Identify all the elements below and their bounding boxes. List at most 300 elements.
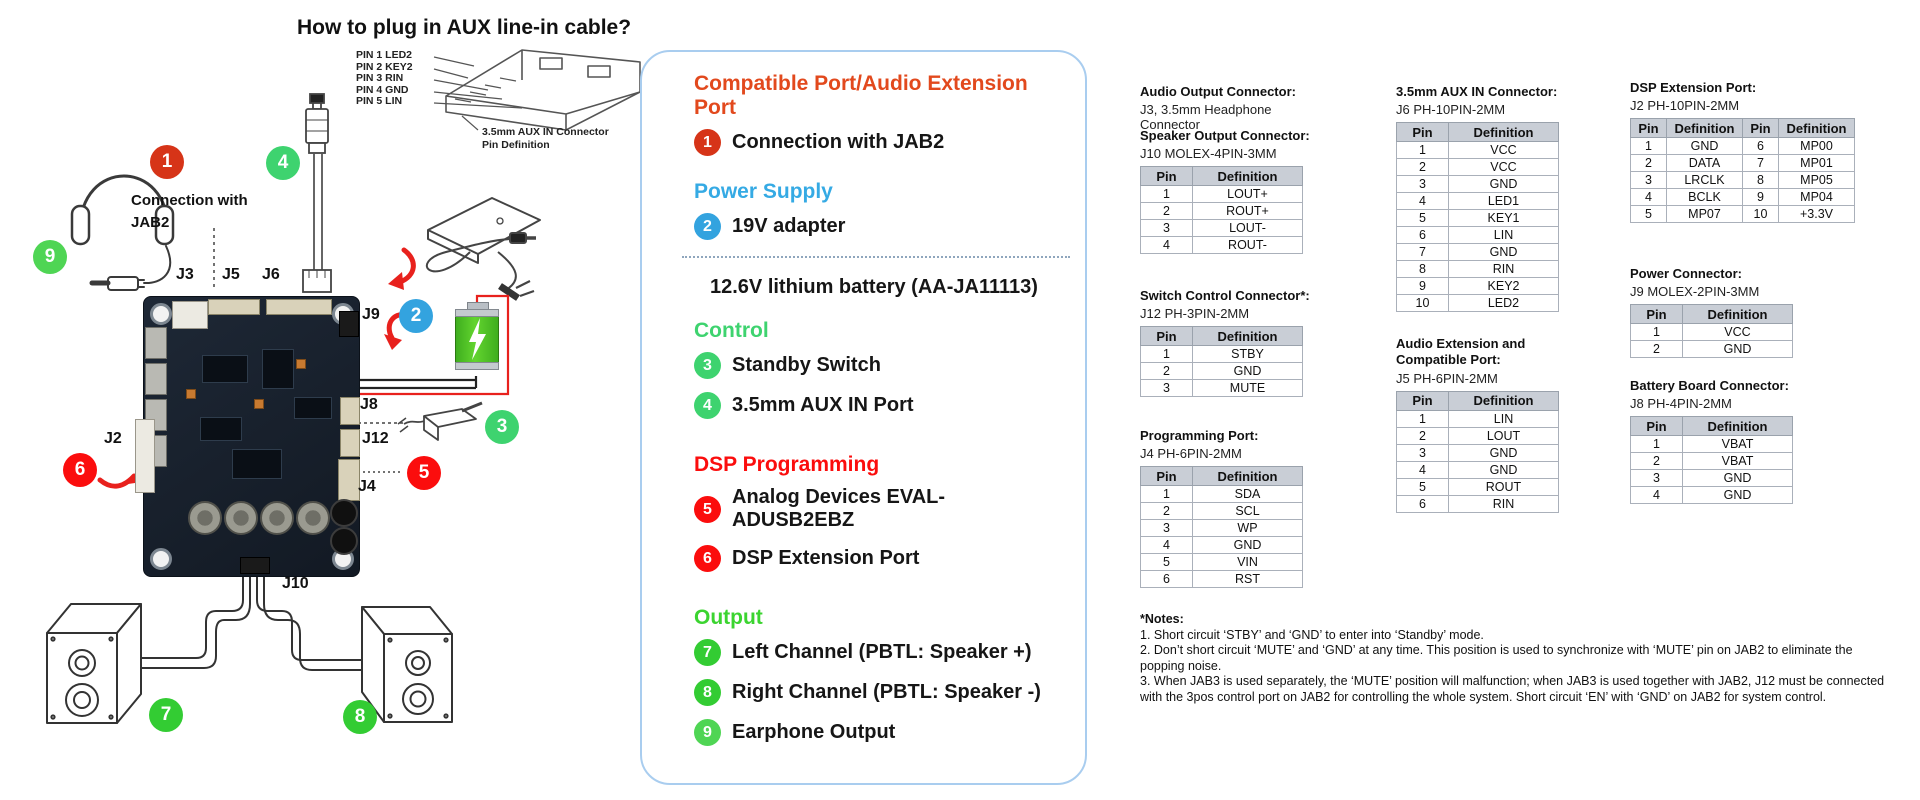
aux-caption <box>482 126 609 151</box>
table-cell: 3 <box>1141 220 1193 237</box>
table-row <box>1397 478 1559 495</box>
numbered-badge-7: 7 <box>694 639 721 666</box>
table-row <box>1397 176 1559 193</box>
table-header-cell: Pin <box>1397 391 1449 410</box>
legend-item-label: DSP Extension Port <box>732 547 920 569</box>
aux-pin-label: PIN 1 LED2 <box>356 49 413 61</box>
table-cell: 2 <box>1631 453 1683 470</box>
table-row <box>1397 444 1559 461</box>
table-cell: SDA <box>1193 486 1303 503</box>
table-cell: 6 <box>1397 495 1449 512</box>
table-row <box>1397 261 1559 278</box>
marker-5: 5 <box>407 456 441 490</box>
table-header-cell: Definition <box>1449 391 1559 410</box>
table-cell: STBY <box>1193 346 1303 363</box>
table-cell: 4 <box>1631 487 1683 504</box>
table-cell: SCL <box>1193 503 1303 520</box>
pcb-chip <box>200 417 242 441</box>
table-cell: 6 <box>1141 571 1193 588</box>
legend-item <box>694 486 1059 532</box>
legend-battery-line: 12.6V lithium battery (AA-JA11113) <box>710 276 1038 298</box>
connector-title: DSP Extension Port: <box>1630 80 1757 95</box>
pcb-main-chip <box>232 449 282 479</box>
table-cell: KEY2 <box>1449 278 1559 295</box>
table-cell: ROUT <box>1449 478 1559 495</box>
table-header-cell: Definition <box>1683 417 1793 436</box>
table-row <box>1397 495 1559 512</box>
connector-group-power <box>1630 266 1810 358</box>
table-header-cell: Definition <box>1667 119 1743 138</box>
table-cell: 2 <box>1141 363 1193 380</box>
port-label-j12: J12 <box>362 430 389 447</box>
table-cell: 2 <box>1631 341 1683 358</box>
table-cell: DATA <box>1667 155 1743 172</box>
aux-caption-line1: 3.5mm AUX IN Connector <box>482 126 609 138</box>
legend-item-label: Left Channel (PBTL: Speaker +) <box>732 641 1032 663</box>
table-header-cell: Pin <box>1743 119 1779 138</box>
table-cell: VCC <box>1683 324 1793 341</box>
pcb-capacitor <box>254 399 264 409</box>
legend-item-label: Earphone Output <box>732 721 896 743</box>
wiring-diagram <box>0 0 660 800</box>
table-row <box>1397 142 1559 159</box>
table-row <box>1631 436 1793 453</box>
table-cell: LOUT <box>1449 427 1559 444</box>
table-row <box>1631 189 1855 206</box>
table-header-cell: Pin <box>1631 417 1683 436</box>
table-cell: MUTE <box>1193 380 1303 397</box>
table-cell: LED2 <box>1449 295 1559 312</box>
pcb-connector-j12 <box>340 429 360 457</box>
pcb-terminal <box>145 327 167 359</box>
table-cell: ROUT+ <box>1193 203 1303 220</box>
table-row <box>1141 503 1303 520</box>
legend-heading-control: Control <box>694 319 769 342</box>
table-cell: 10 <box>1743 206 1779 223</box>
table-cell: 7 <box>1397 244 1449 261</box>
pcb-electrolytic-cap <box>330 527 358 555</box>
table-cell: GND <box>1193 363 1303 380</box>
table-row <box>1631 172 1855 189</box>
pcb-connector-j5 <box>208 299 260 315</box>
legend-item <box>694 679 1059 706</box>
table-cell: GND <box>1667 138 1743 155</box>
legend-item-label: 3.5mm AUX IN Port <box>732 394 914 416</box>
aux-pin-label: PIN 4 GND <box>356 83 409 96</box>
table-row <box>1397 193 1559 210</box>
table-row <box>1631 487 1793 504</box>
table-cell: RIN <box>1449 495 1559 512</box>
table-header-cell: Definition <box>1193 167 1303 186</box>
pcb-inductor <box>260 501 294 535</box>
table-row <box>1631 138 1855 155</box>
table-head-row <box>1631 119 1855 138</box>
table-cell: LED1 <box>1449 193 1559 210</box>
table-cell: 4 <box>1141 537 1193 554</box>
pcb-inductor <box>188 501 222 535</box>
marker-3: 3 <box>485 410 519 444</box>
table-cell: RIN <box>1449 261 1559 278</box>
table-head-row <box>1141 167 1303 186</box>
table-row <box>1397 461 1559 478</box>
table-cell: MP04 <box>1779 189 1855 206</box>
connector-group-speaker-output <box>1140 128 1320 254</box>
table-cell: LRCLK <box>1667 172 1743 189</box>
legend-item-label: Analog Devices EVAL-ADUSB2EBZ <box>732 486 946 531</box>
table-cell: GND <box>1449 244 1559 261</box>
pcb-inductor <box>224 501 258 535</box>
table-cell: 4 <box>1397 461 1449 478</box>
table-cell: 9 <box>1397 278 1449 295</box>
connector-group-battery-board <box>1630 378 1810 504</box>
note-line: 1. Short circuit ‘STBY’ and ‘GND’ to enter into ‘Standby’ mode. <box>1140 627 1484 642</box>
table-cell: 5 <box>1397 210 1449 227</box>
table-cell: 3 <box>1631 470 1683 487</box>
pcb-chip <box>202 355 248 383</box>
table-cell: 1 <box>1631 324 1683 341</box>
table-header-cell: Definition <box>1779 119 1855 138</box>
legend-heading-output: Output <box>694 606 763 629</box>
right-speaker-icon <box>362 607 452 722</box>
speaker-wires <box>118 576 382 670</box>
legend-heading-compatible: Compatible Port/Audio Extension Port <box>694 72 1028 119</box>
battery-cap <box>455 309 499 317</box>
port-label-j8: J8 <box>360 396 378 413</box>
pin-table <box>1396 122 1559 312</box>
note-line: 3. When JAB3 is used separately, the ‘MUTE’ position will malfunction; when JAB3 is used together with JAB2, J12 must be connected with the 3pos control port on JAB2 for controlling the whole system. Short circuit ‘EN’ with ‘GND’ on JAB2 for system control. <box>1140 674 1885 704</box>
table-row <box>1631 324 1793 341</box>
legend-item <box>694 392 1059 419</box>
connector-group-switch-control <box>1140 288 1320 397</box>
port-label-j4: J4 <box>358 478 376 495</box>
table-row <box>1141 363 1303 380</box>
table-head-row <box>1631 417 1793 436</box>
connector-title: Programming Port: <box>1140 428 1259 443</box>
connector-subtitle: J12 PH-3PIN-2MM <box>1140 306 1250 322</box>
connector-title: Battery Board Connector: <box>1630 378 1789 393</box>
table-cell: 8 <box>1743 172 1779 189</box>
table-cell: +3.3V <box>1779 206 1855 223</box>
table-head-row <box>1141 467 1303 486</box>
table-header-cell: Pin <box>1141 167 1193 186</box>
port-label-j3: J3 <box>176 266 194 283</box>
table-row <box>1141 380 1303 397</box>
table-cell: 3 <box>1631 172 1667 189</box>
table-row <box>1141 571 1303 588</box>
numbered-badge-5: 5 <box>694 496 721 523</box>
table-row <box>1141 203 1303 220</box>
connector-subtitle: J8 PH-4PIN-2MM <box>1630 396 1732 412</box>
legend-item-label: 19V adapter <box>732 215 846 237</box>
table-header-cell: Pin <box>1141 327 1193 346</box>
connector-title: Speaker Output Connector: <box>1140 128 1310 143</box>
table-cell: GND <box>1449 461 1559 478</box>
table-cell: 10 <box>1397 295 1449 312</box>
legend-item <box>694 719 1059 746</box>
table-head-row <box>1397 391 1559 410</box>
lightning-bolt-icon <box>456 310 498 368</box>
table-row <box>1631 206 1855 223</box>
pcb-connector-j8 <box>340 397 360 425</box>
standby-switch-sketch <box>398 403 482 440</box>
port-label-j2: J2 <box>104 430 122 447</box>
pcb-inductor <box>296 501 330 535</box>
connector-subtitle: J6 PH-10PIN-2MM <box>1396 102 1506 118</box>
legend-item <box>694 545 1059 572</box>
pin-table <box>1140 466 1303 588</box>
table-cell: KEY1 <box>1449 210 1559 227</box>
table-cell: VBAT <box>1683 436 1793 453</box>
table-header-cell: Definition <box>1683 305 1793 324</box>
table-header-cell: Pin <box>1631 305 1683 324</box>
table-cell: 7 <box>1743 155 1779 172</box>
table-head-row <box>1397 123 1559 142</box>
notes-lines <box>1140 628 1892 706</box>
aux-pin-label: PIN 5 LIN <box>356 95 403 108</box>
table-cell: VIN <box>1193 554 1303 571</box>
port-label-j5: J5 <box>222 266 240 283</box>
table-row <box>1631 155 1855 172</box>
table-cell: MP05 <box>1779 172 1855 189</box>
table-cell: 1 <box>1141 186 1193 203</box>
table-row <box>1141 237 1303 254</box>
legend-item-label: Standby Switch <box>732 354 881 376</box>
port-label-j10: J10 <box>282 575 309 592</box>
connector-group-aux-in <box>1396 84 1576 312</box>
table-row <box>1397 410 1559 427</box>
connector-title: Audio Extension and Compatible Port: <box>1396 336 1526 368</box>
legend-heading-power: Power Supply <box>694 180 833 203</box>
connection-label: Connection with JAB2 <box>131 192 248 231</box>
table-row <box>1141 346 1303 363</box>
marker-6: 6 <box>63 453 97 487</box>
table-head-row <box>1141 327 1303 346</box>
connector-title: 3.5mm AUX IN Connector: <box>1396 84 1558 99</box>
connector-subtitle: J10 MOLEX-4PIN-3MM <box>1140 146 1277 162</box>
table-cell: 1 <box>1397 142 1449 159</box>
pcb-chip <box>262 349 294 389</box>
pin-table <box>1630 416 1793 504</box>
table-cell: 5 <box>1141 554 1193 571</box>
dotted-divider <box>682 256 1070 258</box>
notes-title: *Notes: <box>1140 612 1184 626</box>
table-row <box>1397 244 1559 261</box>
lithium-battery-icon <box>455 302 499 376</box>
pin-table <box>1630 304 1793 358</box>
connector-subtitle: J2 PH-10PIN-2MM <box>1630 98 1740 114</box>
connector-title: Switch Control Connector*: <box>1140 288 1310 303</box>
aux-connector-sketch <box>446 50 640 130</box>
table-row <box>1141 554 1303 571</box>
pin-table <box>1140 166 1303 254</box>
table-cell: MP01 <box>1779 155 1855 172</box>
table-row <box>1397 227 1559 244</box>
table-row <box>1141 220 1303 237</box>
table-cell: 2 <box>1397 427 1449 444</box>
connector-subtitle: J3, 3.5mm Headphone Connector <box>1140 102 1272 133</box>
table-cell: 6 <box>1743 138 1779 155</box>
aux-pin-label: PIN 2 KEY2 <box>356 60 413 73</box>
table-cell: 3 <box>1397 176 1449 193</box>
table-cell: 2 <box>1631 155 1667 172</box>
table-cell: VBAT <box>1683 453 1793 470</box>
left-speaker-icon <box>47 604 141 723</box>
table-row <box>1141 520 1303 537</box>
marker-4: 4 <box>266 146 300 180</box>
battery-body <box>455 309 499 369</box>
pcb-capacitor <box>296 359 306 369</box>
table-cell: RST <box>1193 571 1303 588</box>
table-cell: MP00 <box>1779 138 1855 155</box>
pcb-connector-j3 <box>172 301 208 329</box>
table-row <box>1397 210 1559 227</box>
numbered-badge-2: 2 <box>694 213 721 240</box>
table-row <box>1141 186 1303 203</box>
table-cell: 3 <box>1141 380 1193 397</box>
table-cell: BCLK <box>1667 189 1743 206</box>
table-header-cell: Definition <box>1449 123 1559 142</box>
connector-title: Audio Output Connector: <box>1140 84 1296 99</box>
pcb-connector-j10 <box>240 557 270 574</box>
table-cell: 3 <box>1141 520 1193 537</box>
table-cell: 1 <box>1631 138 1667 155</box>
pcb-connector-j2 <box>135 419 155 493</box>
marker-7: 7 <box>149 698 183 732</box>
numbered-badge-3: 3 <box>694 352 721 379</box>
port-label-j6: J6 <box>262 266 280 283</box>
table-row <box>1397 278 1559 295</box>
notes-block <box>1140 612 1892 705</box>
pcb-connector-j4 <box>338 459 360 501</box>
table-cell: LOUT- <box>1193 220 1303 237</box>
table-cell: 5 <box>1631 206 1667 223</box>
table-cell: 8 <box>1397 261 1449 278</box>
table-cell: GND <box>1683 470 1793 487</box>
aux-pin-list <box>356 50 413 108</box>
pin-table <box>1396 391 1559 513</box>
pcb-chip <box>294 397 332 419</box>
table-header-cell: Pin <box>1397 123 1449 142</box>
table-cell: WP <box>1193 520 1303 537</box>
table-cell: GND <box>1683 487 1793 504</box>
table-cell: 5 <box>1397 478 1449 495</box>
pcb-mount-hole <box>150 303 172 325</box>
table-row <box>1397 159 1559 176</box>
pin-table <box>1630 118 1855 223</box>
port-label-j9: J9 <box>362 306 380 323</box>
table-cell: 4 <box>1141 237 1193 254</box>
table-row <box>1397 295 1559 312</box>
table-cell: 2 <box>1141 503 1193 520</box>
table-cell: MP07 <box>1667 206 1743 223</box>
legend-panel <box>640 50 1087 785</box>
table-head-row <box>1631 305 1793 324</box>
table-cell: VCC <box>1449 142 1559 159</box>
table-cell: 2 <box>1397 159 1449 176</box>
marker-9: 9 <box>33 240 67 274</box>
numbered-badge-8: 8 <box>694 679 721 706</box>
marker-8: 8 <box>343 700 377 734</box>
table-cell: LIN <box>1449 227 1559 244</box>
pcb-mount-hole <box>150 548 172 570</box>
table-cell: LIN <box>1449 410 1559 427</box>
legend-item-label: Right Channel (PBTL: Speaker -) <box>732 681 1041 703</box>
table-cell: 9 <box>1743 189 1779 206</box>
pcb-capacitor <box>186 389 196 399</box>
pin-table <box>1140 326 1303 397</box>
table-cell: 4 <box>1397 193 1449 210</box>
table-cell: 4 <box>1631 189 1667 206</box>
legend-heading-dsp: DSP Programming <box>694 453 880 476</box>
numbered-badge-9: 9 <box>694 719 721 746</box>
connector-subtitle: J5 PH-6PIN-2MM <box>1396 370 1498 386</box>
table-row <box>1141 537 1303 554</box>
numbered-badge-4: 4 <box>694 392 721 419</box>
connector-subtitle: J4 PH-6PIN-2MM <box>1140 446 1242 462</box>
numbered-badge-6: 6 <box>694 545 721 572</box>
connector-group-audio-extension <box>1396 336 1568 513</box>
table-cell: 1 <box>1141 486 1193 503</box>
connector-group-programming <box>1140 428 1320 588</box>
pcb-connector-j6 <box>266 299 332 315</box>
legend-item <box>694 129 1059 156</box>
note-line: 2. Don’t short circuit ‘MUTE’ and ‘GND’ at any time. This position is used to synchronize with ‘MUTE’ pin on JAB2 to eliminate the popping noise. <box>1140 643 1853 673</box>
table-cell: VCC <box>1449 159 1559 176</box>
table-cell: 2 <box>1141 203 1193 220</box>
pcb-electrolytic-cap <box>330 499 358 527</box>
table-row <box>1397 427 1559 444</box>
table-cell: GND <box>1449 444 1559 461</box>
numbered-badge-1: 1 <box>694 129 721 156</box>
aux-cable-sketch <box>303 94 331 292</box>
table-row <box>1631 453 1793 470</box>
table-cell: GND <box>1683 341 1793 358</box>
table-cell: ROUT- <box>1193 237 1303 254</box>
connector-title: Power Connector: <box>1630 266 1742 281</box>
battery-cap <box>455 362 499 370</box>
marker-2: 2 <box>399 299 433 333</box>
legend-item <box>694 352 1059 379</box>
table-row <box>1631 341 1793 358</box>
table-header-cell: Definition <box>1193 327 1303 346</box>
pcb-terminal <box>145 363 167 395</box>
table-cell: 1 <box>1631 436 1683 453</box>
table-header-cell: Pin <box>1631 119 1667 138</box>
aux-pin-label: PIN 3 RIN <box>356 72 404 85</box>
table-row <box>1631 470 1793 487</box>
legend-item-label: Connection with JAB2 <box>732 131 945 153</box>
table-cell: 3 <box>1397 444 1449 461</box>
table-cell: GND <box>1449 176 1559 193</box>
table-cell: GND <box>1193 537 1303 554</box>
connector-subtitle: J9 MOLEX-2PIN-3MM <box>1630 284 1760 300</box>
table-header-cell: Definition <box>1193 467 1303 486</box>
amplifier-board <box>143 296 360 577</box>
table-cell: 1 <box>1141 346 1193 363</box>
page-title: How to plug in AUX line-in cable? <box>297 16 632 39</box>
legend-item <box>694 639 1059 666</box>
power-adapter-sketch <box>427 198 540 298</box>
aux-caption-line2: Pin Definition <box>482 138 550 151</box>
table-cell: 1 <box>1397 410 1449 427</box>
connector-group-dsp-extension <box>1630 80 1860 223</box>
table-header-cell: Pin <box>1141 467 1193 486</box>
table-row <box>1141 486 1303 503</box>
marker-1: 1 <box>150 145 184 179</box>
table-cell: LOUT+ <box>1193 186 1303 203</box>
pcb-connector-j9 <box>339 311 359 337</box>
legend-item <box>694 213 1059 240</box>
